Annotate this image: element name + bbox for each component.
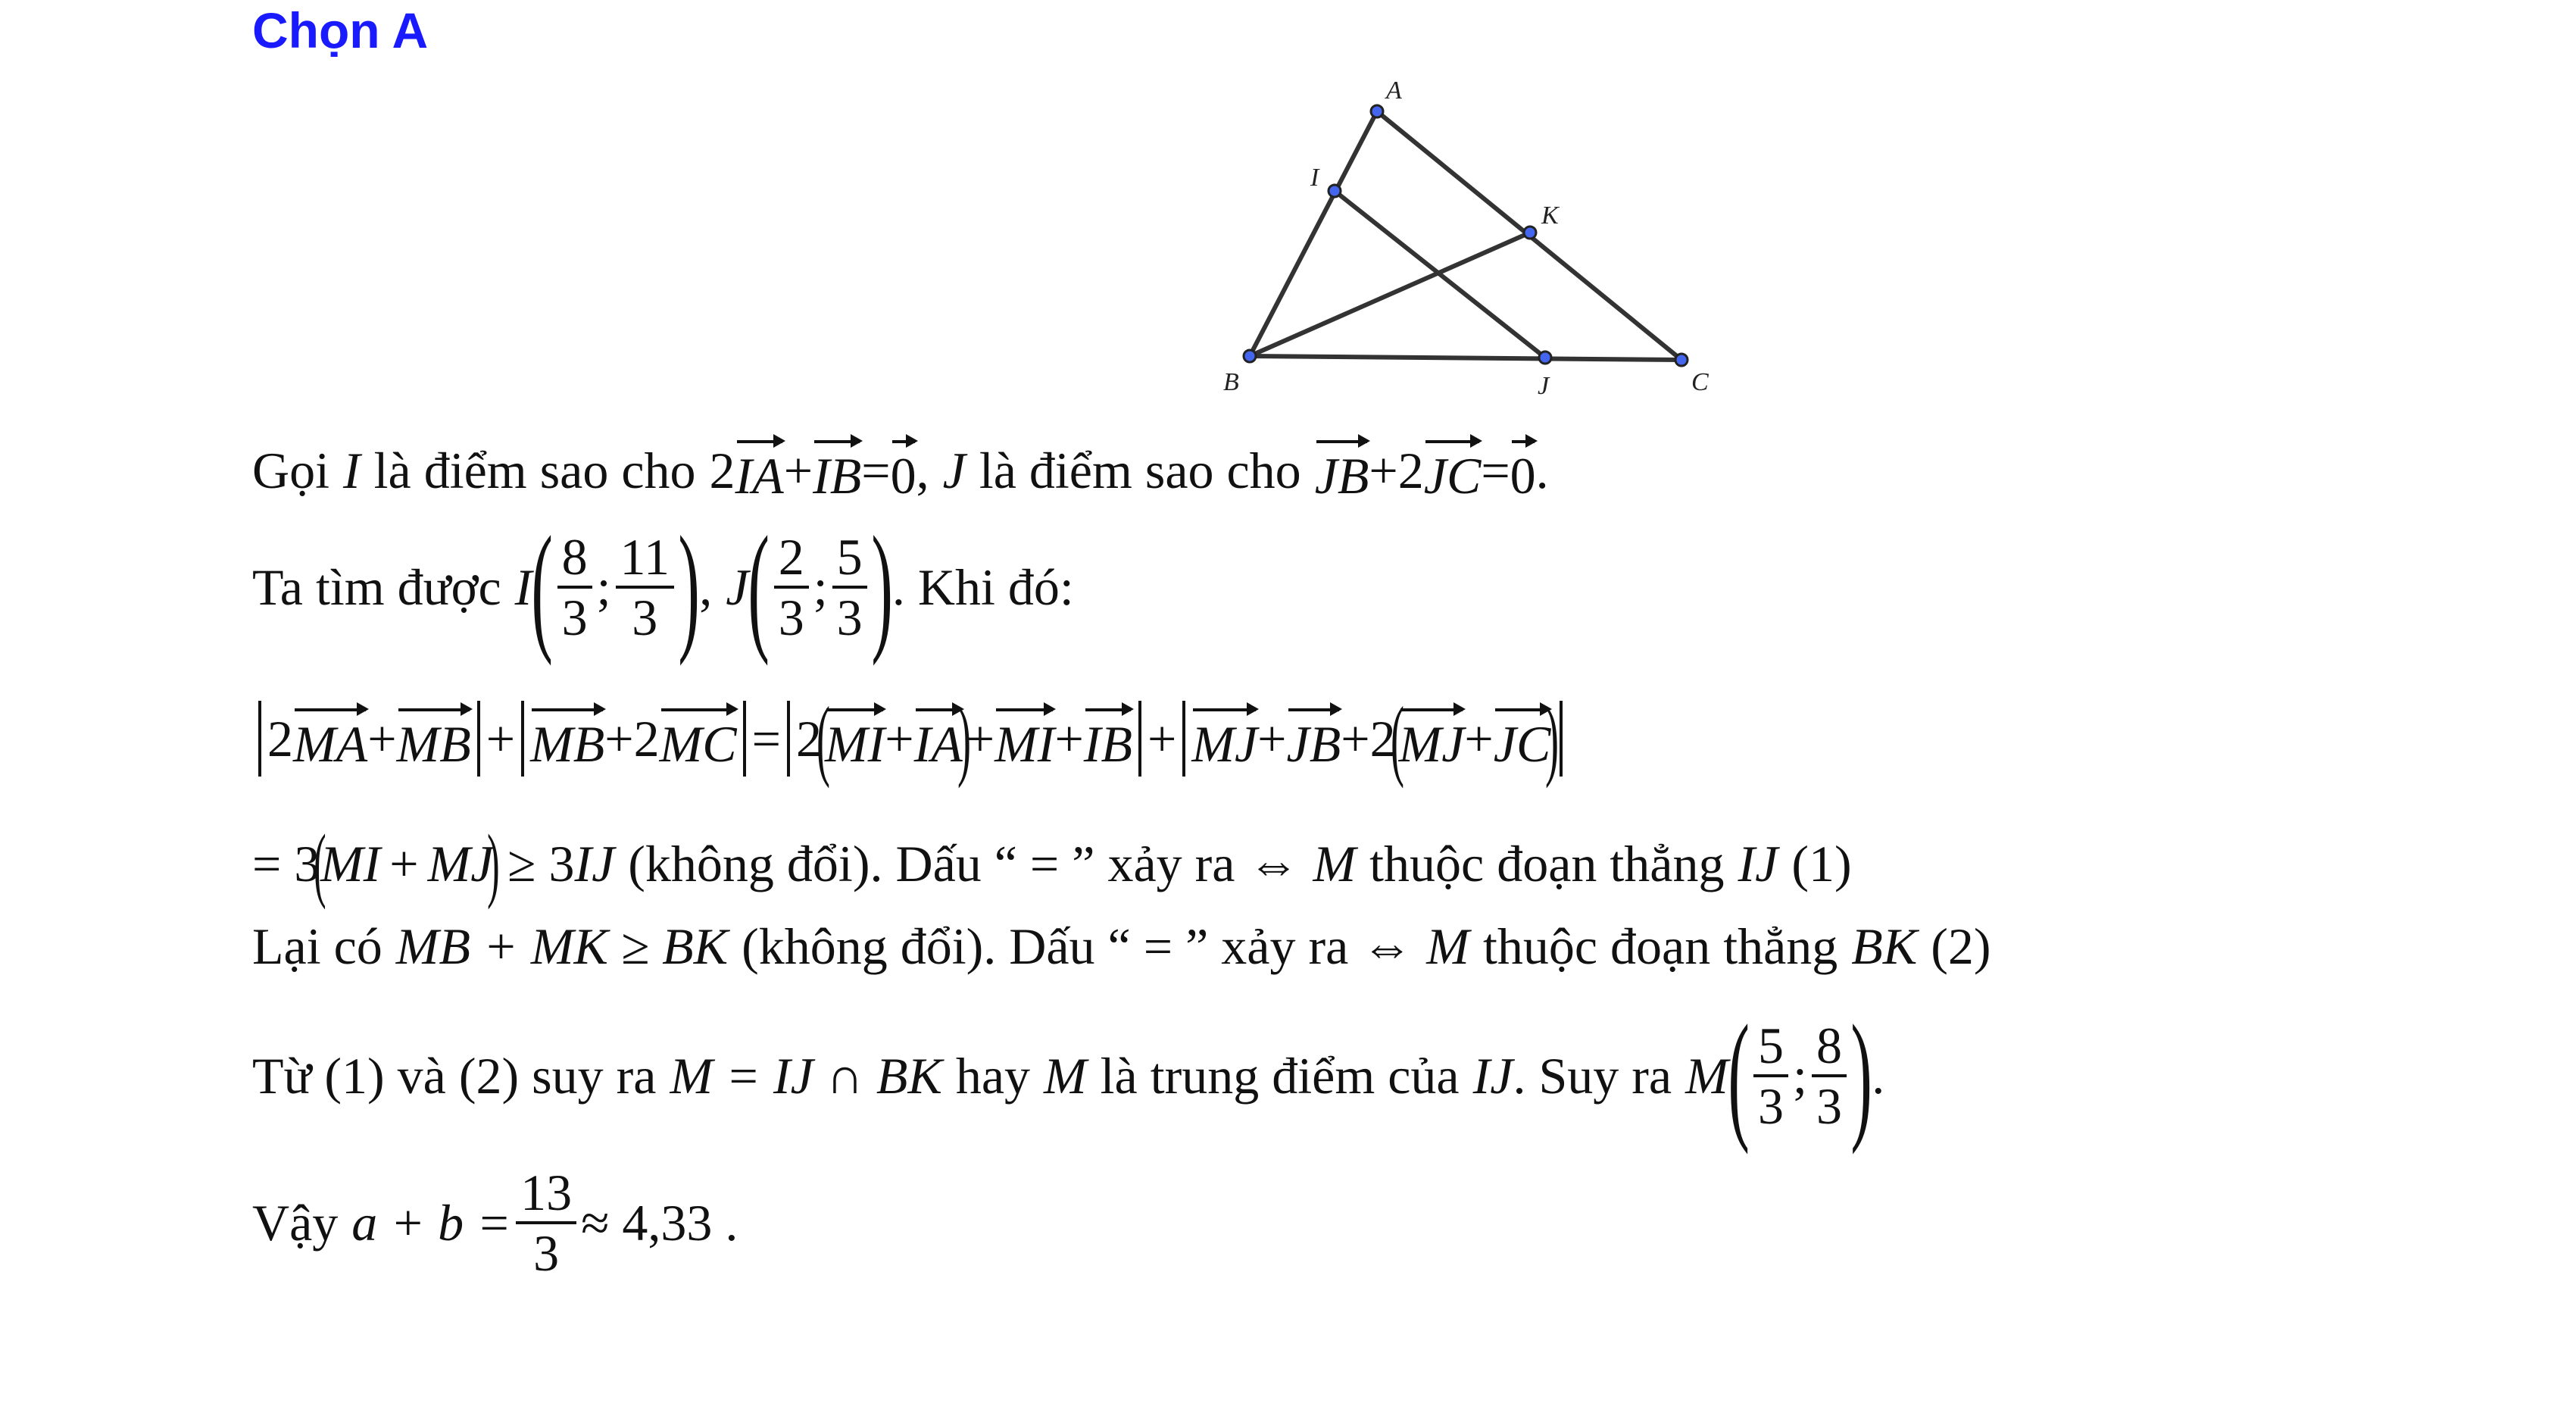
answer-heading: Chọn A (252, 2, 429, 58)
abs-bar (1182, 701, 1185, 777)
coef: 2 (796, 709, 822, 767)
op: + (1054, 709, 1084, 767)
paren: ) (871, 508, 893, 667)
op: = (1481, 442, 1510, 499)
text: (không đổi). Dấu “ = ” xảy ra ⇔ (742, 917, 1413, 975)
vector-mi: MI (825, 704, 885, 774)
op: + (885, 709, 914, 767)
label-b: B (1223, 368, 1239, 396)
var-mi: MI (320, 834, 381, 892)
text: ≥ 3 (507, 834, 575, 892)
var-m: M (1685, 1046, 1728, 1105)
triangle-figure (1204, 72, 1735, 420)
text: . Khi đó: (891, 558, 1074, 616)
op: = (751, 709, 781, 767)
vector-ma: MA (293, 704, 367, 774)
punct: ; (596, 558, 611, 616)
vector-mj: MJ (1191, 704, 1257, 774)
paren: ) (1850, 996, 1872, 1155)
paren: ( (1728, 996, 1750, 1155)
abs-bar (521, 701, 524, 777)
var-ij: IJ (1472, 1046, 1513, 1105)
op: = (861, 442, 891, 499)
expression: MB + MK ≥ BK (395, 917, 729, 975)
text: Vậy (252, 1193, 339, 1252)
zero-vector: 0 (891, 436, 916, 506)
fraction: $\frac{2}{3}$ (774, 531, 809, 643)
vector-ia: IA (735, 436, 784, 506)
line-conclusion-m (252, 996, 1885, 1155)
punct: ; (1793, 1046, 1807, 1105)
coef: 2 (633, 709, 660, 767)
line-inequality-ij (252, 817, 1852, 910)
abs-bar (743, 701, 746, 777)
fraction: $\frac{5}{3}$ (832, 531, 867, 643)
op: + (1257, 709, 1287, 767)
paren: ( (816, 688, 830, 789)
fraction: $\frac{5}{3}$ (1753, 1020, 1788, 1132)
text: thuộc đoạn thẳng (1482, 917, 1838, 975)
label-i: I (1310, 164, 1319, 192)
op: + (389, 834, 419, 892)
fraction: $\frac{8}{3}$ (1812, 1020, 1847, 1132)
line-found-points (252, 508, 1074, 667)
line-define-points (252, 436, 1549, 506)
text: . Suy ra (1513, 1046, 1672, 1105)
punct: , (699, 558, 713, 616)
punct: . (1535, 442, 1549, 499)
point-i (1329, 185, 1341, 197)
var-m: M (1313, 834, 1357, 892)
var-ij: IJ (1738, 834, 1778, 892)
vector-jc: JC (1424, 436, 1482, 506)
text: thuộc đoạn thẳng (1369, 834, 1725, 892)
var-m: M (1044, 1046, 1087, 1105)
paren: ( (531, 508, 554, 667)
paren: ) (1545, 688, 1560, 789)
label-k: K (1541, 202, 1559, 230)
coef: 2 (709, 442, 735, 499)
label-c: C (1691, 368, 1709, 396)
coef: 2 (1397, 442, 1424, 499)
var-i: I (343, 442, 361, 499)
fraction: $\frac{8}{3}$ (557, 531, 592, 643)
op: + (965, 709, 995, 767)
text: Từ (1) và (2) suy ra (252, 1046, 657, 1105)
segment-ab (1250, 111, 1377, 356)
vector-ib: IB (813, 436, 861, 506)
text: ≈ 4,33 . (581, 1193, 738, 1252)
text: là điểm sao cho (373, 442, 696, 499)
vector-mb: MB (397, 704, 471, 774)
vector-mc: MC (660, 704, 737, 774)
text: là trung điểm của (1100, 1046, 1460, 1105)
vector-ib: IB (1084, 704, 1132, 774)
point-b (1244, 350, 1256, 362)
punct: . (1872, 1046, 1885, 1105)
op: + (1341, 709, 1370, 767)
line-vector-sum (252, 688, 1569, 789)
expression: M = IJ ∩ BK (670, 1046, 942, 1105)
zero-vector: 0 (1510, 436, 1536, 506)
text: là điểm sao cho (979, 442, 1301, 499)
point-c (1675, 354, 1688, 366)
var-mj: MJ (427, 834, 494, 892)
segment-bk (1250, 233, 1530, 356)
op: + (367, 709, 397, 767)
expression: a + b = (351, 1193, 512, 1252)
op: + (604, 709, 634, 767)
line-final-answer (252, 1164, 738, 1282)
op: + (783, 442, 813, 499)
text: Ta tìm được (252, 558, 501, 616)
var-bk: BK (1851, 917, 1918, 975)
abs-bar (1138, 701, 1141, 777)
op: + (486, 709, 516, 767)
text: (1) (1791, 834, 1852, 892)
segment-bc (1250, 356, 1681, 360)
coef: 2 (1369, 709, 1396, 767)
vector-mj: MJ (1399, 704, 1465, 774)
var-j: J (726, 558, 749, 616)
vector-ia: IA (914, 704, 963, 774)
fraction: $\frac{11}{3}$ (616, 531, 674, 643)
point-j (1539, 352, 1551, 364)
abs-bar (787, 701, 790, 777)
point-a (1371, 105, 1383, 117)
vector-jb: JB (1315, 436, 1369, 506)
abs-bar (258, 701, 261, 777)
var-ij: IJ (574, 834, 615, 892)
line-inequality-bk (252, 917, 1991, 977)
op: + (1147, 709, 1177, 767)
label-a: A (1386, 77, 1402, 105)
var-i: I (514, 558, 532, 616)
punct: , (916, 442, 929, 499)
text: = 3 (252, 834, 320, 892)
abs-bar (1560, 701, 1563, 777)
vector-mb: MB (530, 704, 604, 774)
paren: ) (957, 688, 971, 789)
vector-mi: MI (994, 704, 1054, 774)
punct: ; (813, 558, 828, 616)
label-j: J (1538, 372, 1550, 400)
var-m: M (1426, 917, 1469, 975)
text: Lại có (252, 917, 382, 975)
paren: ) (487, 817, 501, 910)
paren: ( (314, 817, 326, 910)
op: + (1464, 709, 1494, 767)
paren: ) (678, 508, 700, 667)
coef: 2 (267, 709, 293, 767)
paren: ( (748, 508, 770, 667)
text: (không đổi). Dấu “ = ” xảy ra ⇔ (628, 834, 1300, 892)
point-k (1524, 227, 1536, 239)
abs-bar (477, 701, 480, 777)
vector-jb: JB (1287, 704, 1341, 774)
text: (2) (1931, 917, 1991, 975)
paren: ( (1390, 688, 1404, 789)
vector-jc: JC (1494, 704, 1551, 774)
fraction: $\frac{13}{3}$ (516, 1167, 576, 1279)
text: hay (955, 1046, 1030, 1105)
op: + (1369, 442, 1398, 499)
text: Gọi (252, 442, 329, 499)
var-j: J (942, 442, 966, 499)
